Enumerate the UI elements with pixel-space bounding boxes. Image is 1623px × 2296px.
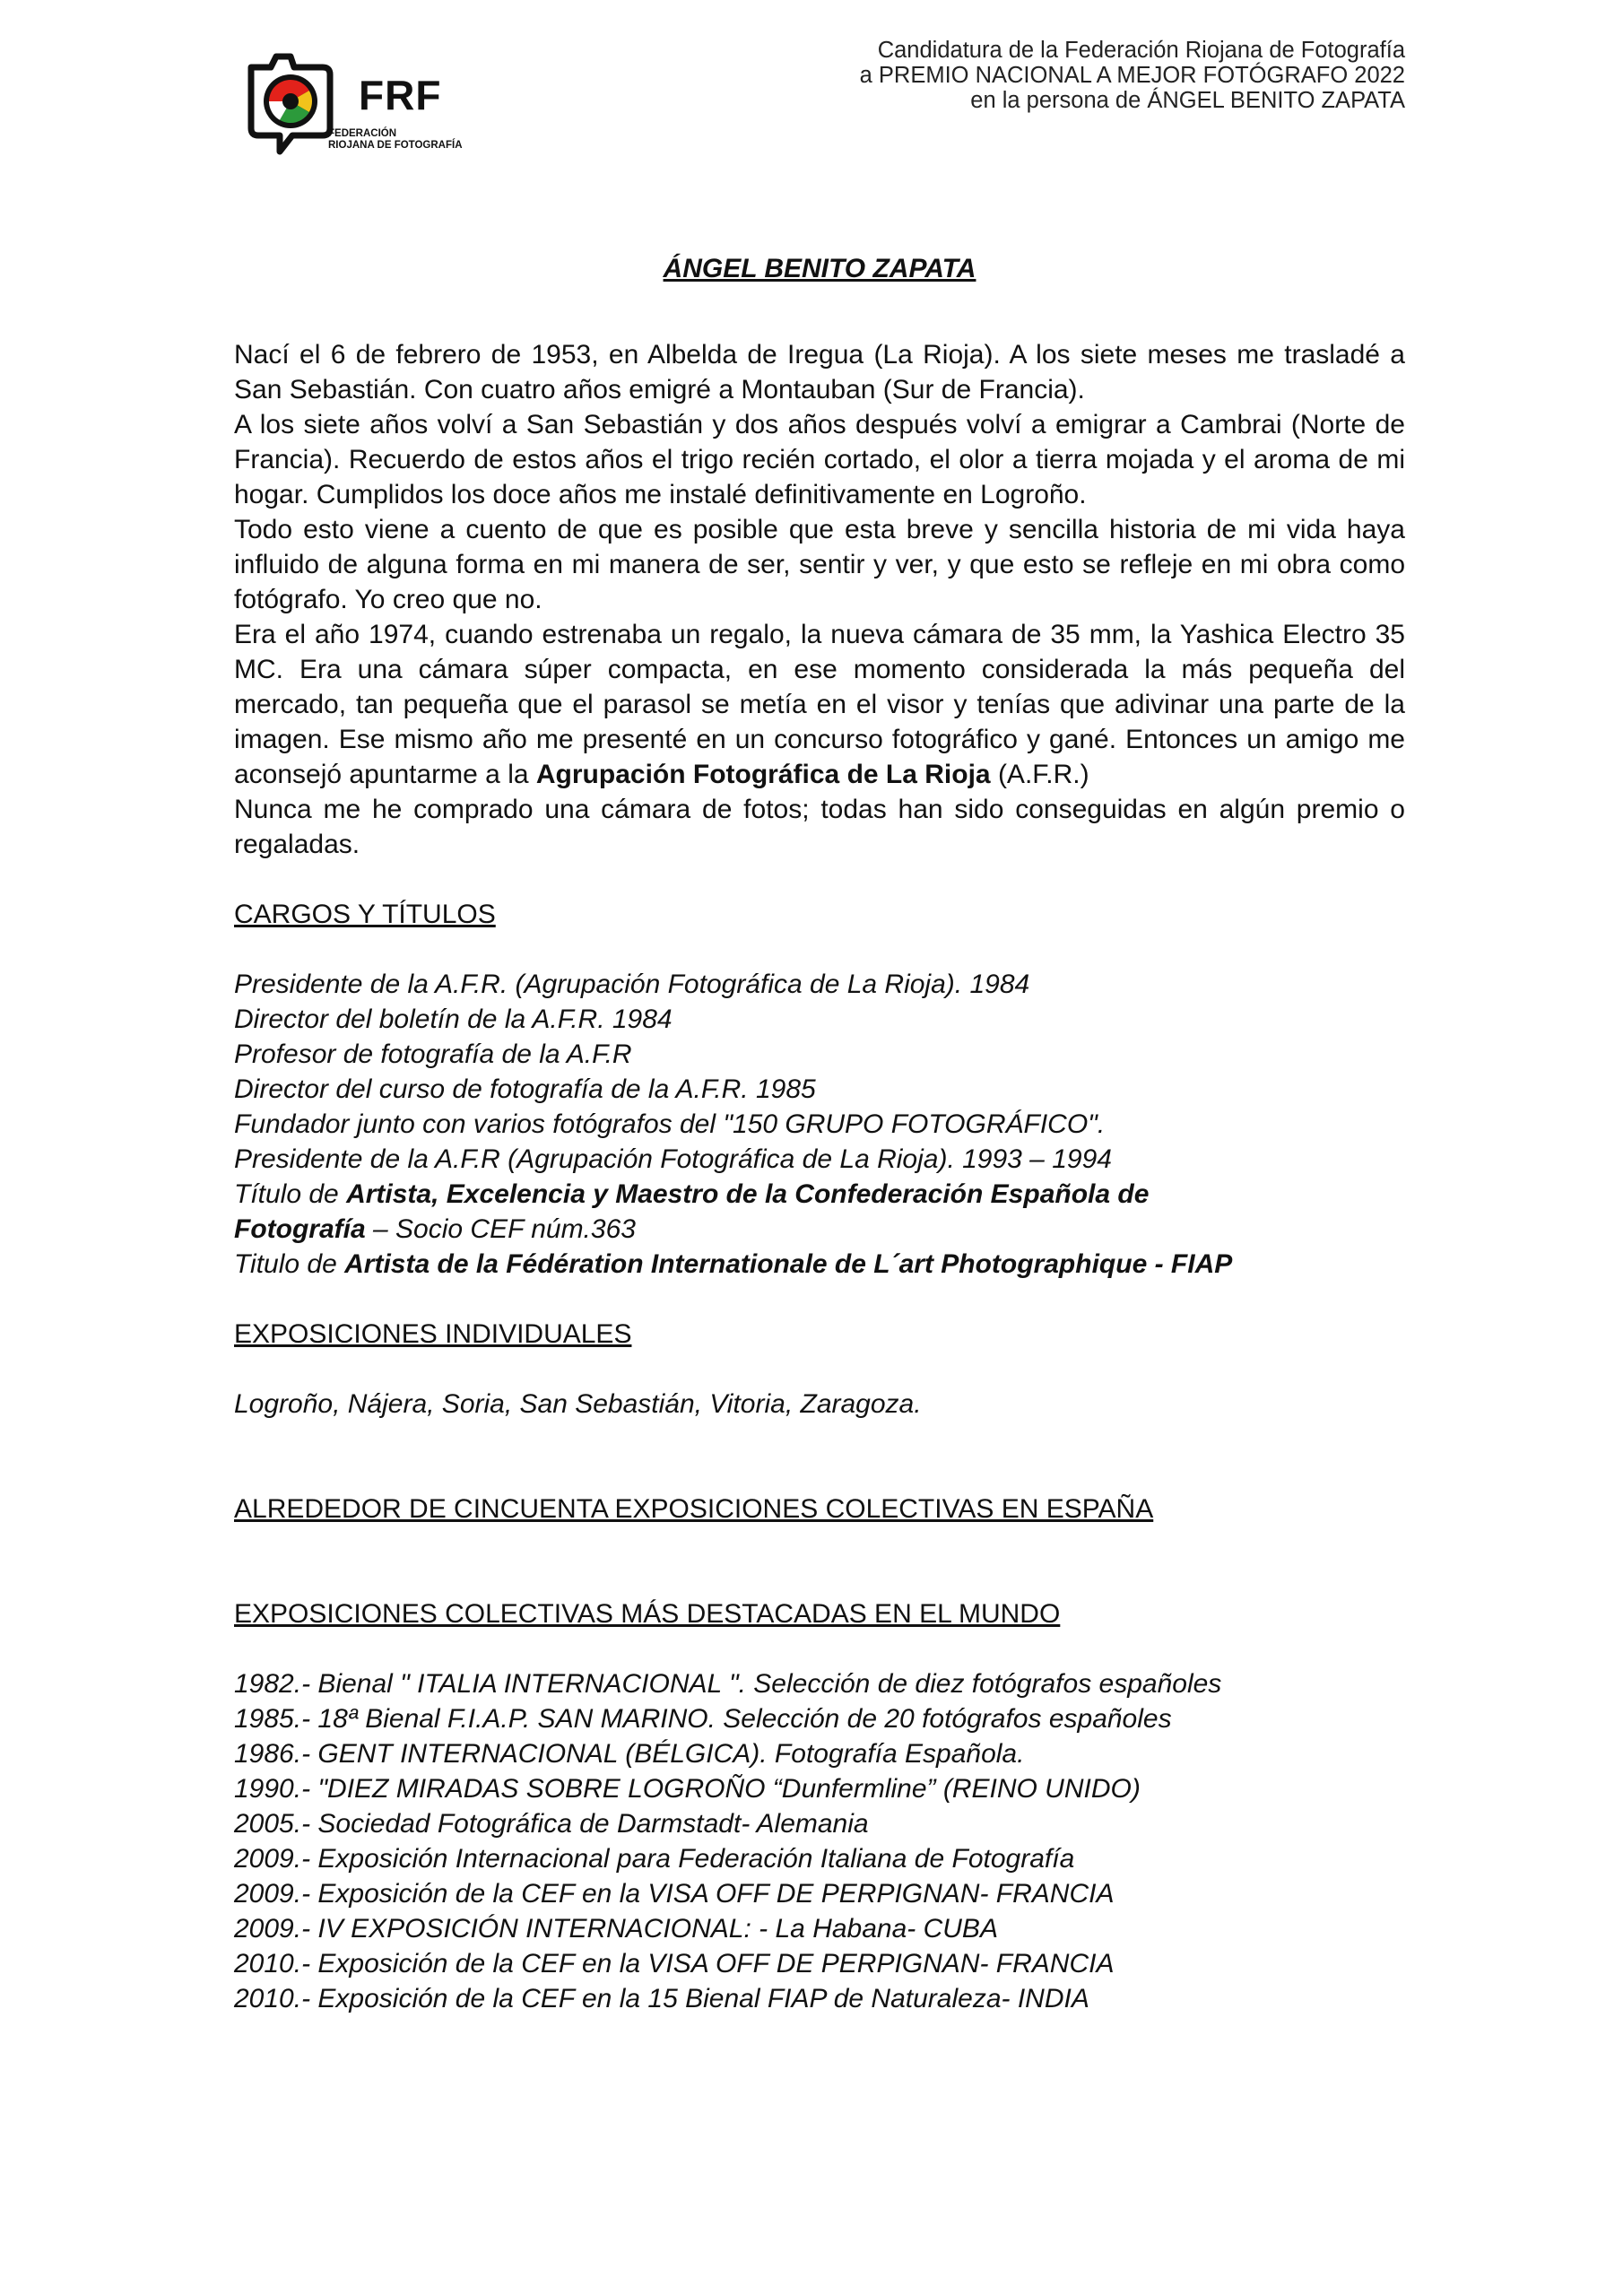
section-heading-cargos: CARGOS Y TÍTULOS [234, 900, 496, 929]
logo-subtitle [328, 128, 463, 152]
list-item: 2009.- Exposición Internacional para Federación Italiana de Fotografía [234, 1844, 1075, 1874]
list-item: 2010.- Exposición de la CEF en la VISA OFF DE PERPIGNAN- FRANCIA [234, 1949, 1115, 1979]
bio-paragraph: A los siete años volví a San Sebastián y dos años después volví a emigrar a Cambrai (Norte de Francia). Recuerdo de estos años el trigo recién cortado, el olor a tierra mojada y el aroma de mi hogar. Cumplidos los doce años me instalé definitivamente en Logroño. [234, 410, 1405, 509]
bio-paragraph [234, 617, 1405, 792]
list-item: 2009.- Exposición de la CEF en la VISA OFF DE PERPIGNAN- FRANCIA [234, 1879, 1115, 1909]
logo-subtitle-line: RIOJANA DE FOTOGRAFÍA [328, 140, 463, 151]
document-body [234, 252, 1405, 2016]
list-item: Logroño, Nájera, Soria, San Sebastián, Vitoria, Zaragoza. [234, 1389, 922, 1419]
list-item [234, 1177, 1405, 1212]
list-item [234, 1212, 1405, 1247]
header-line: a PREMIO NACIONAL A MEJOR FOTÓGRAFO 2022 [859, 63, 1405, 88]
section-heading-colectivas-mundo: EXPOSICIONES COLECTIVAS MÁS DESTACADAS EN EL MUNDO [234, 1599, 1061, 1629]
page-title: ÁNGEL BENITO ZAPATA [663, 254, 976, 283]
logo-subtitle-line: FEDERACIÓN [328, 128, 397, 139]
list-item: Profesor de fotografía de la A.F.R [234, 1039, 632, 1069]
biography [234, 337, 1405, 862]
list-bold-text: Artista de la Fédération Internationale de L´art Photographique - FIAP [344, 1249, 1233, 1279]
bio-text: Era el año 1974, cuando estrenaba un regalo, la nueva cámara de 35 mm, la Yashica Electro 35 MC. Era una cámara súper compacta, en ese momento considerada la más pequeña del mercado, tan pequeña que el parasol se metía en el visor y tenías que adivinar una parte de la imagen. Ese mismo año me presenté en un concurso fotográfico y gané. Entonces un amigo me aconsejó apuntarme a la [234, 620, 1405, 789]
list-item: 1990.- "DIEZ MIRADAS SOBRE LOGROÑO “Dunfermline” (REINO UNIDO) [234, 1774, 1141, 1804]
header-candidatura [860, 38, 1405, 113]
list-text: Titulo de [234, 1249, 345, 1279]
list-text: – Socio CEF núm.363 [365, 1214, 636, 1244]
list-text: Título de [234, 1179, 347, 1209]
colectivas-mundo-list [234, 1666, 1405, 2016]
logo-abbreviation: FRF [359, 72, 442, 118]
list-item [234, 1247, 1405, 1282]
bio-paragraph: Nunca me he comprado una cámara de fotos; todas han sido conseguidas en algún premio o regaladas. [234, 795, 1405, 859]
list-item: Presidente de la A.F.R. (Agrupación Fotográfica de La Rioja). 1984 [234, 970, 1030, 999]
list-item: Director del boletín de la A.F.R. 1984 [234, 1004, 673, 1034]
frf-logo [244, 49, 468, 157]
list-item: 1986.- GENT INTERNACIONAL (BÉLGICA). Fotografía Española. [234, 1739, 1025, 1769]
list-item: 1982.- Bienal " ITALIA INTERNACIONAL ". Selección de diez fotógrafos españoles [234, 1669, 1222, 1699]
section-heading-colectivas-espana: ALREDEDOR DE CINCUENTA EXPOSICIONES COLECTIVAS EN ESPAÑA [234, 1494, 1154, 1524]
section-heading-individuales: EXPOSICIONES INDIVIDUALES [234, 1319, 632, 1349]
bio-text: (A.F.R.) [990, 760, 1089, 789]
list-item: Presidente de la A.F.R (Agrupación Fotográfica de La Rioja). 1993 – 1994 [234, 1144, 1112, 1174]
list-item: 2009.- IV EXPOSICIÓN INTERNACIONAL: - La Habana- CUBA [234, 1914, 998, 1944]
header-line: en la persona de ÁNGEL BENITO ZAPATA [970, 88, 1405, 113]
cargos-list [234, 967, 1405, 1282]
list-item: 1985.- 18ª Bienal F.I.A.P. SAN MARINO. Selección de 20 fotógrafos españoles [234, 1704, 1172, 1734]
list-item: Fundador junto con varios fotógrafos del "150 GRUPO FOTOGRÁFICO". [234, 1109, 1106, 1139]
list-item: 2010.- Exposición de la CEF en la 15 Bienal FIAP de Naturaleza- INDIA [234, 1984, 1089, 2013]
bio-bold-text: Agrupación Fotográfica de La Rioja [535, 760, 991, 789]
individuales-list [234, 1387, 1405, 1422]
list-bold-text: Fotografía [234, 1214, 366, 1244]
list-item: 2005.- Sociedad Fotográfica de Darmstadt- Alemania [234, 1809, 869, 1839]
bio-paragraph: Todo esto viene a cuento de que es posible que esta breve y sencilla historia de mi vida haya influido de alguna forma en mi manera de ser, sentir y ver, y que esto se refleje en mi obra como fotógrafo. Yo creo que no. [234, 515, 1405, 614]
header-line: Candidatura de la Federación Riojana de Fotografía [877, 38, 1405, 63]
list-bold-text: Artista, Excelencia y Maestro de la Confederación Española de [346, 1179, 1150, 1209]
bio-paragraph: Nací el 6 de febrero de 1953, en Albelda de Iregua (La Rioja). A los siete meses me trasladé a San Sebastián. Con cuatro años emigré a Montauban (Sur de Francia). [234, 340, 1405, 404]
list-item: Director del curso de fotografía de la A.F.R. 1985 [234, 1074, 816, 1104]
